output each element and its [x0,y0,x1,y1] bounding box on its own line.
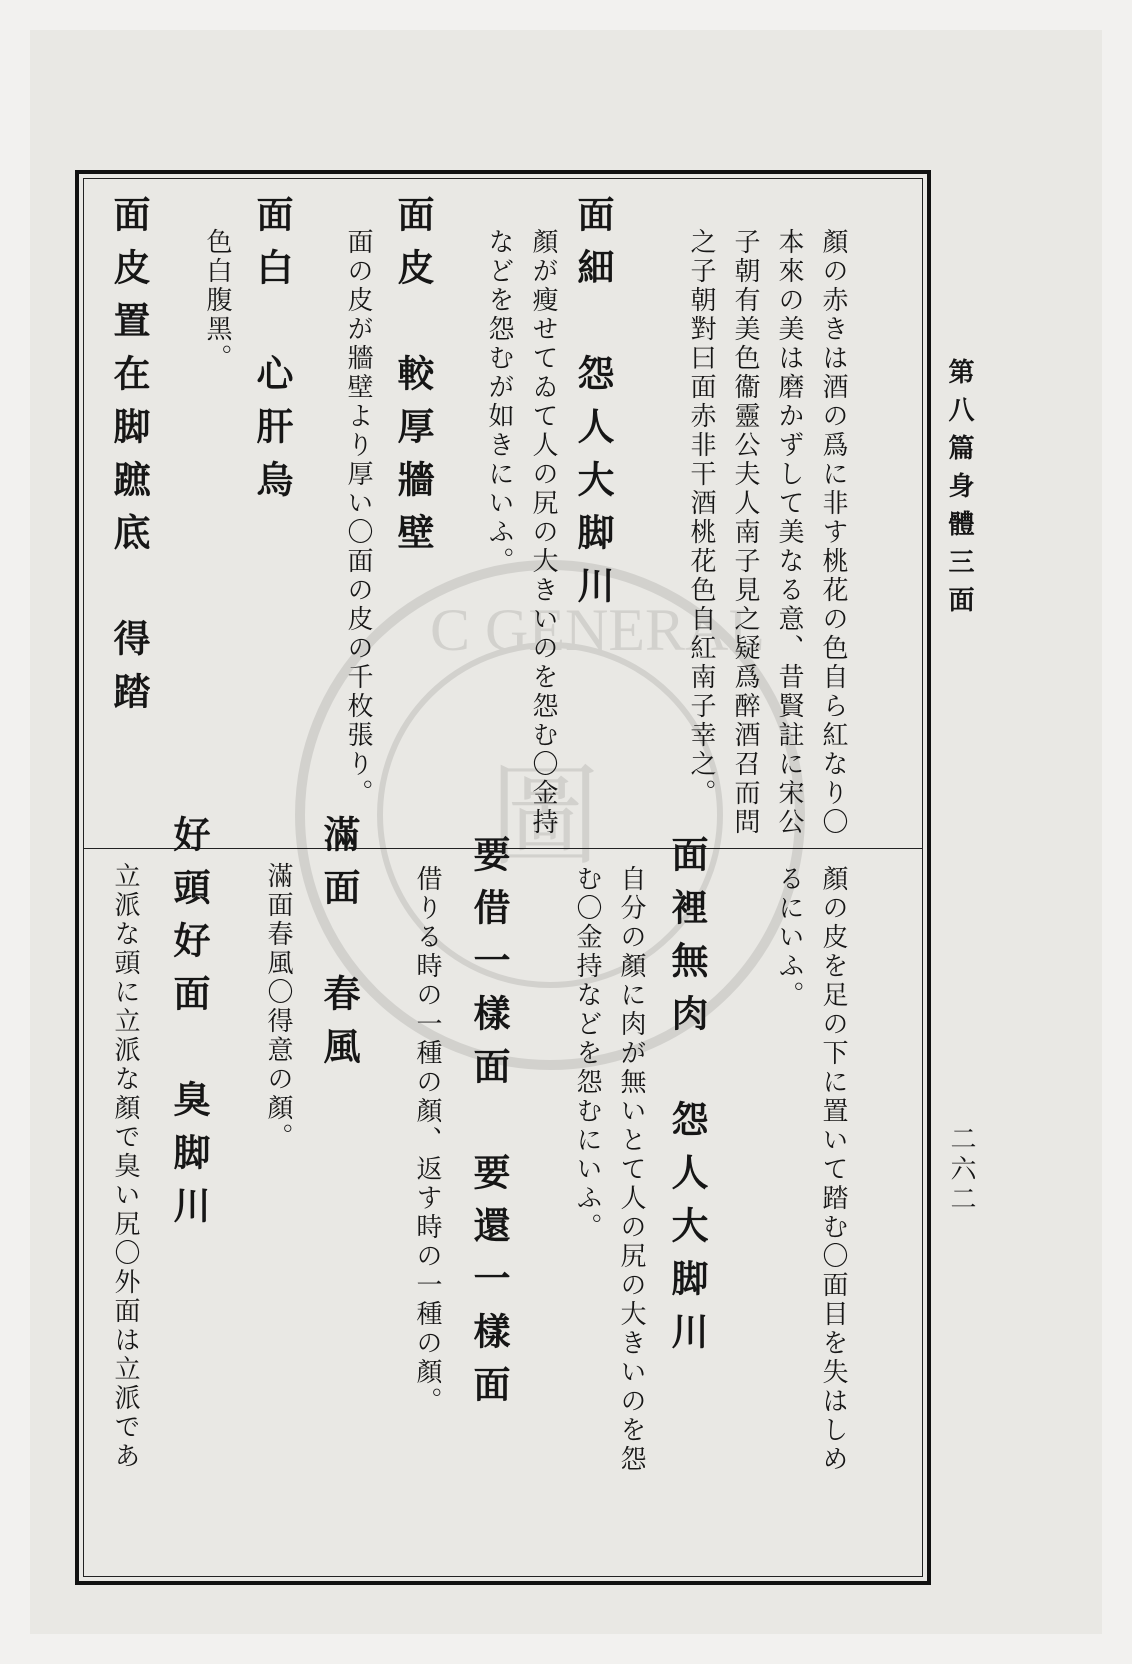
upper-text-column-6: 顏が瘦せてゐて人の尻の大きいのを怨む〇金持 [528,228,558,837]
lower-heading-mian-li-wu-rou: 面裡無肉 怨人大脚川 [665,835,709,1365]
lower-text-column-7: 借りる時の一種の顏、返す時の一種の顏。 [412,865,442,1416]
upper-heading-mian-pi: 面皮 較厚牆壁 [391,195,435,566]
lower-text-column-9: 滿面春風〇得意の顏。 [263,862,293,1152]
upper-text-column-7: などを怨むが如きにいふ。 [484,228,514,576]
upper-text-column-2: 本來の美は磨かずして美なる意、昔賢註に宋公 [774,228,804,837]
lower-text-column-1: 顏の皮を足の下に置いて踏む〇面目を失はしめ [818,865,848,1474]
chapter-title: 第八篇身體三面 [944,358,974,624]
lower-heading-hao-tou-hao-mian: 好頭好面 臭脚川 [167,815,211,1239]
upper-text-column-4: 之子朝對曰面赤非干酒桃花色自紅南子幸之。 [686,228,716,808]
lower-text-column-4: 自分の顏に肉が無いとて人の尻の大きいのを怨 [616,865,646,1474]
upper-text-column-3: 子朝有美色衞靈公夫人南子見之疑爲醉酒召而問 [730,228,760,837]
lower-text-column-5: む〇金持などを怨むにいふ。 [572,865,602,1242]
upper-text-column-1: 顏の赤きは酒の爲に非す桃花の色自ら紅なり〇 [818,228,848,837]
upper-text-column-9: 面の皮が牆壁より厚い〇面の皮の千枚張り。 [343,228,373,808]
lower-text-column-2: るにいふ。 [774,865,804,1010]
lower-heading-yao-jie: 要借一樣面 要還一樣面 [467,835,511,1418]
lower-heading-man-mian: 滿面 春風 [317,815,361,1080]
upper-text-column-11: 色白腹黑。 [202,228,232,373]
upper-heading-mian-xi: 面細 怨人大脚川 [571,195,615,619]
lower-text-column-11: 立派な頭に立派な顏で臭い尻〇外面は立派であ [110,862,140,1471]
page-number: 二六二 [946,1125,976,1215]
upper-heading-mian-bai: 面白 心肝烏 [250,195,294,513]
upper-heading-mian-pi-zhi-zai: 面皮置在脚蹠底 得踏 [107,195,151,725]
